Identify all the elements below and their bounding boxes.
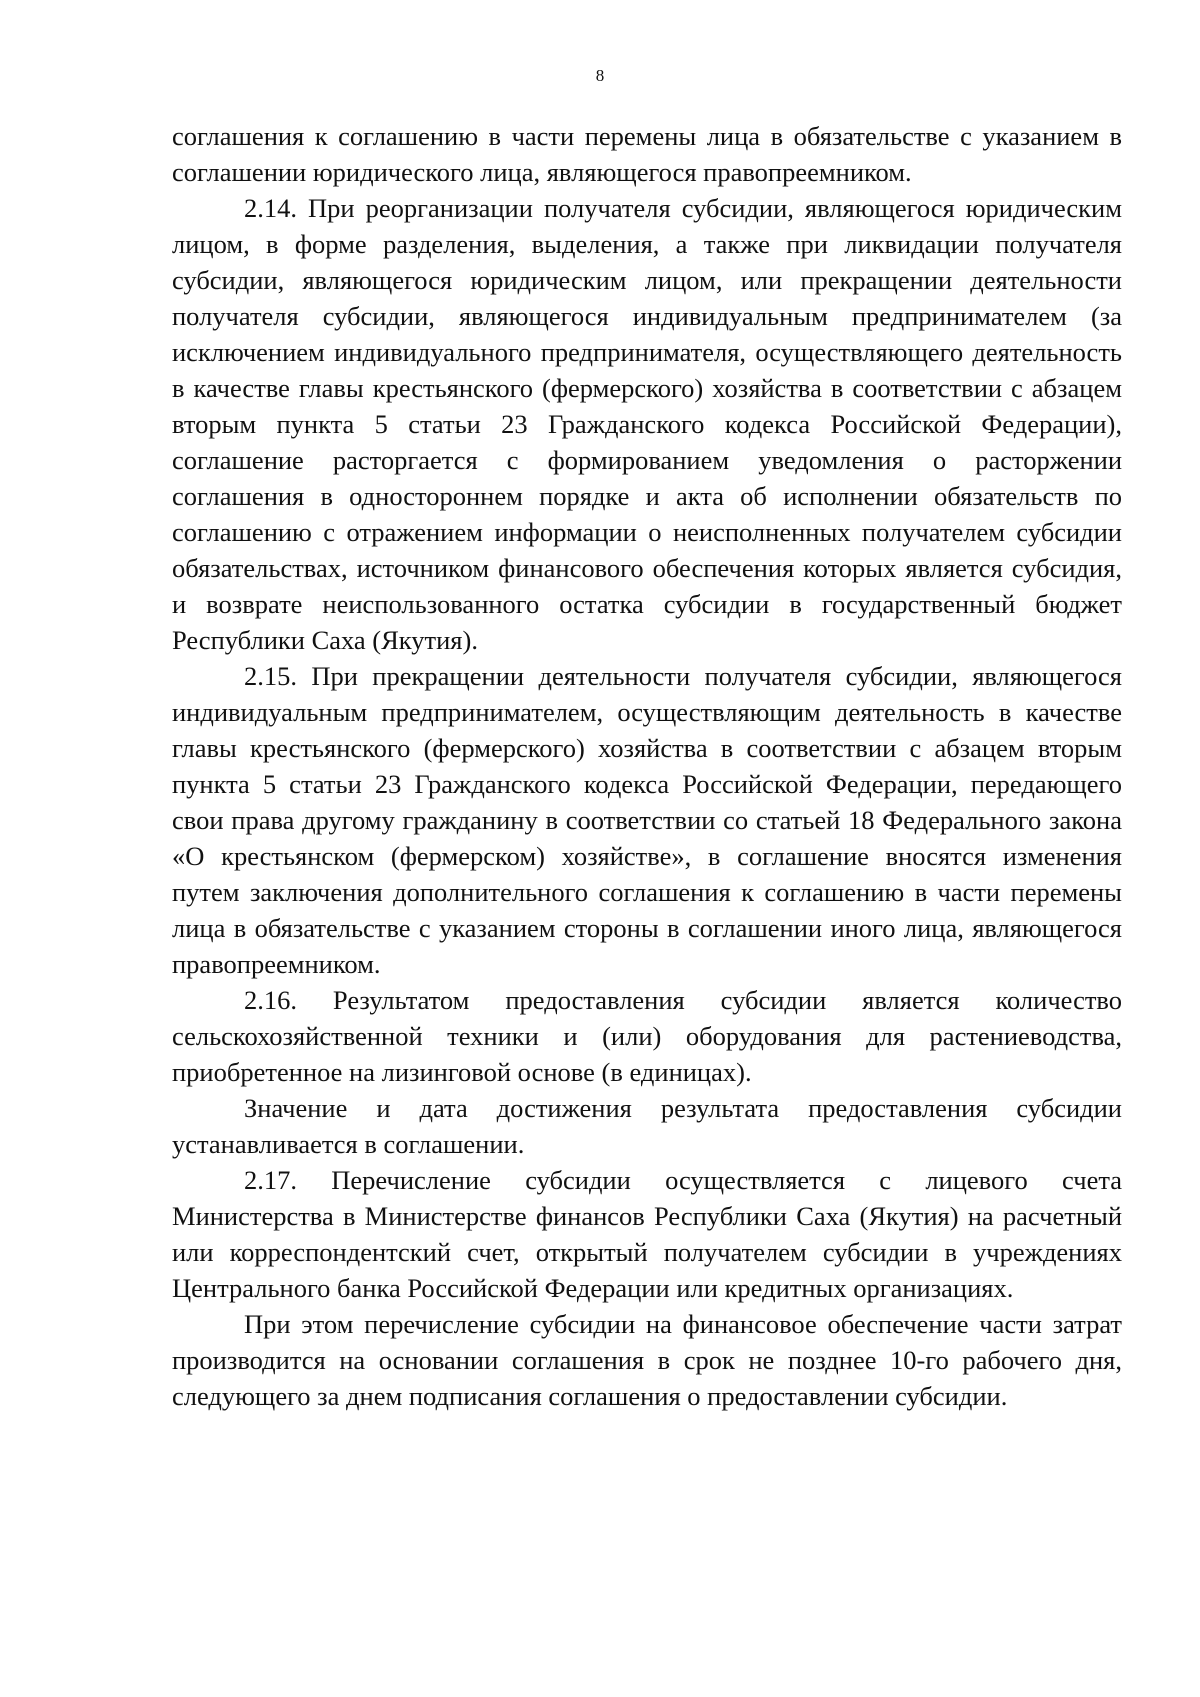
paragraph-2-16: 2.16. Результатом предоставления субсидии является количество сельскохозяйственной техники и (или) оборудования для растениеводства, приобретенное на лизинговой основе (в единицах). (172, 985, 1122, 1087)
paragraph-result-value: Значение и дата достижения результата предоставления субсидии устанавливается в соглашении. (172, 1093, 1122, 1159)
paragraph-2-15: 2.15. При прекращении деятельности получателя субсидии, являющегося индивидуальным предпринимателем, осуществляющим деятельность в качестве главы крестьянского (фермерского) хозяйства в соответствии с абзацем вторым пункта 5 статьи 23 Гражданского кодекса Российской Федерации, передающего свои права другому гражданину в соответствии со статьей 18 Федерального закона «О крестьянском (фермерском) хозяйстве», в соглашение вносятся изменения путем заключения дополнительного соглашения к соглашению в части перемены лица в обязательстве с указанием стороны в соглашении иного лица, являющегося правопреемником. (172, 661, 1122, 979)
paragraph-2-14: 2.14. При реорганизации получателя субсидии, являющегося юридическим лицом, в форме разделения, выделения, а также при ликвидации получателя субсидии, являющегося юридическим лицом, или прекращении деятельности получателя субсидии, являющегося индивидуальным предпринимателем (за исключением индивидуального предпринимателя, осуществляющего деятельность в качестве главы крестьянского (фермерского) хозяйства в соответствии с абзацем вторым пункта 5 статьи 23 Гражданского кодекса Российской Федерации), соглашение расторгается с формированием уведомления о расторжении соглашения в одностороннем порядке и акта об исполнении обязательств по соглашению с отражением информации о неисполненных получателем субсидии обязательствах, источником финансового обеспечения которых является субсидия, и возврате неиспользованного остатка субсидии в государственный бюджет Республики Саха (Якутия). (172, 193, 1122, 655)
page-number: 8 (595, 66, 605, 85)
paragraph-2-17: 2.17. Перечисление субсидии осуществляется с лицевого счета Министерства в Министерстве финансов Республики Саха (Якутия) на расчетный или корреспондентский счет, открытый получателем субсидии в учреждениях Центрального банка Российской Федерации или кредитных организациях. (172, 1165, 1122, 1303)
paragraph-transfer-terms: При этом перечисление субсидии на финансовое обеспечение части затрат производится на основании соглашения в срок не позднее 10-го рабочего дня, следующего за днем подписания соглашения о предоставлении субсидии. (172, 1309, 1122, 1411)
document-body (172, 118, 1122, 1414)
paragraph-continuation: соглашения к соглашению в части перемены лица в обязательстве с указанием в соглашении юридического лица, являющегося правопреемником. (172, 121, 1122, 187)
